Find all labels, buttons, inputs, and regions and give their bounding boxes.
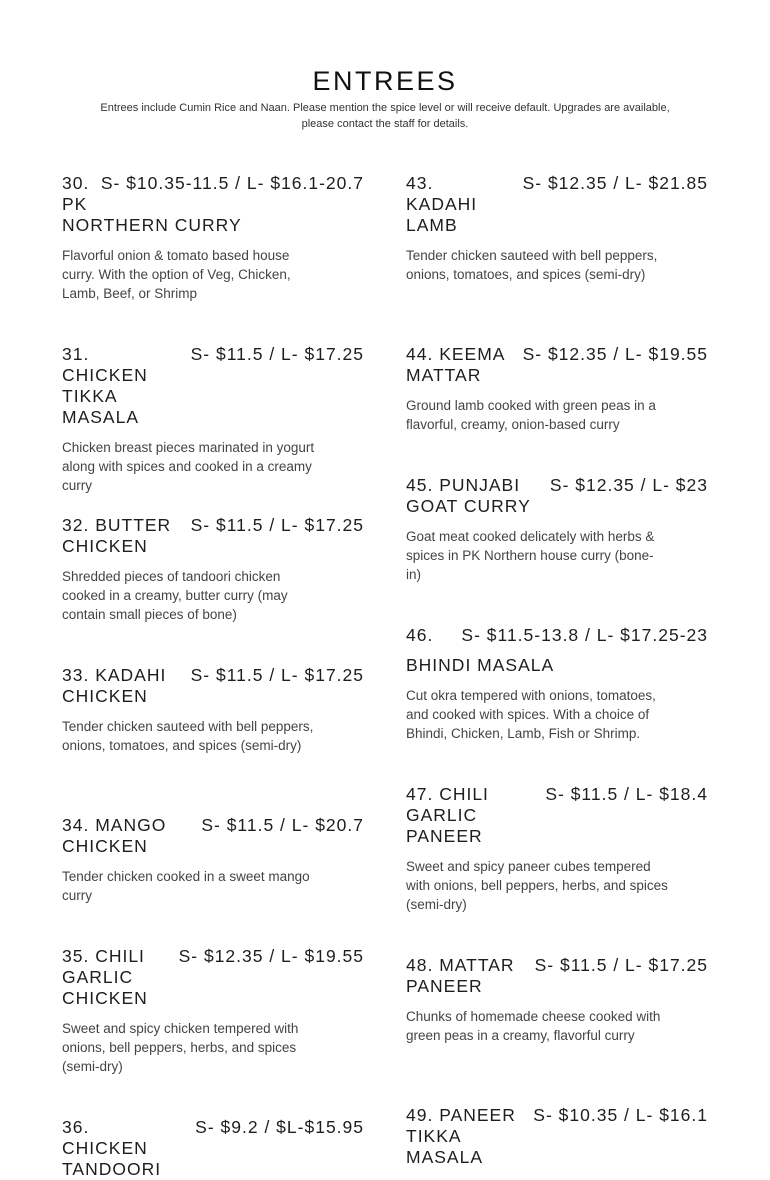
menu-item-43 [406,173,708,284]
item-header [406,173,708,236]
item-name: 36. CHICKEN TANDOORI [62,1117,162,1179]
item-header [406,1105,708,1168]
item-name: 43. KADAHI LAMB [406,173,478,235]
item-name: 47. CHILI GARLIC PANEER [406,784,489,846]
item-price: S- $10.35-11.5 / L- $16.1-20.7 [100,173,364,193]
item-header [62,815,364,857]
item-header [62,515,364,557]
item-name: 31. CHICKEN TIKKA MASALA [62,344,148,427]
menu-item-48 [406,955,708,1045]
menu-item-49 [406,1105,708,1168]
item-price: S- $12.35 / L- $23 [549,475,708,495]
item-description: Goat meat cooked delicately with herbs & spices in PK Northern house curry (bone-in) [406,529,655,582]
item-description: Cut okra tempered with onions, tomatoes, and cooked with spices. With a choice of Bhindi, Chicken, Lamb, Fish or Shrimp. [406,688,656,741]
item-header [406,784,708,847]
subtitle-line-2: please contact the staff for details. [301,118,469,130]
menu-item-32 [62,515,364,624]
page-title: ENTREES [312,66,458,96]
item-price: S- $11.5 / L- $18.4 [545,784,708,804]
item-number: 46. [406,625,434,645]
item-price: S- $11.5 / L- $17.25 [190,665,364,685]
item-price: S- $12.35 / L- $21.85 [522,173,708,193]
page-subtitle [66,100,704,132]
menu-item-34 [62,815,364,905]
subtitle-line-1: Entrees include Cumin Rice and Naan. Please mention the spice level or will receive default. Upgrades are available, [100,102,670,114]
item-header [62,665,364,707]
item-header [62,946,364,1009]
item-description: Sweet and spicy paneer cubes tempered with onions, bell peppers, herbs, and spices (semi-dry) [406,859,668,912]
menu-item-47 [406,784,708,914]
menu-item-45 [406,475,708,584]
item-description: Tender chicken sauteed with bell peppers, onions, tomatoes, and spices (semi-dry) [406,248,658,282]
item-description: Tender chicken sauteed with bell peppers, onions, tomatoes, and spices (semi-dry) [62,719,314,753]
item-description: Flavorful onion & tomato based house curry. With the option of Veg, Chicken, Lamb, Beef, or Shrimp [62,248,291,301]
menu-item-33 [62,665,364,755]
item-name: 48. MATTAR PANEER [406,955,515,996]
menu-item-36 [62,1117,364,1180]
item-name: 34. MANGO CHICKEN [62,815,167,856]
item-header [62,1117,364,1180]
item-price: S- $11.5 / L- $20.7 [201,815,364,835]
item-description: Shredded pieces of tandoori chicken cooked in a creamy, butter curry (may contain small pieces of bone) [62,569,288,622]
item-name: 44. KEEMA MATTAR [406,344,505,385]
item-name: 49. PANEER TIKKA MASALA [406,1105,516,1167]
item-price: S- $11.5 / L- $17.25 [190,515,364,535]
item-header [406,344,708,386]
item-header [406,625,708,676]
item-price: S- $12.35 / L- $19.55 [178,946,364,966]
item-header [406,475,708,517]
item-name-line-2: NORTHERN CURRY [62,215,242,235]
menu-item-35 [62,946,364,1076]
menu-item-30 [62,173,364,303]
item-price: S- $9.2 / $L-$15.95 [195,1117,364,1137]
menu-item-31 [62,344,364,495]
item-name: BHINDI MASALA [406,655,555,675]
item-price: S- $11.5 / L- $17.25 [190,344,364,364]
item-price: S- $11.5-13.8 / L- $17.25-23 [461,625,708,645]
item-number: 30. [62,173,90,193]
item-name: PK [62,194,88,214]
item-description: Ground lamb cooked with green peas in a flavorful, creamy, onion-based curry [406,398,656,432]
item-name: 35. CHILI GARLIC CHICKEN [62,946,148,1008]
item-header [62,173,364,236]
menu-item-44 [406,344,708,434]
item-description: Tender chicken cooked in a sweet mango curry [62,869,310,903]
item-header [406,955,708,997]
menu-item-46 [406,625,708,743]
item-description: Sweet and spicy chicken tempered with onions, bell peppers, herbs, and spices (semi-dry) [62,1021,299,1074]
item-price: S- $11.5 / L- $17.25 [534,955,708,975]
item-name: 33. KADAHI CHICKEN [62,665,167,706]
item-description: Chicken breast pieces marinated in yogurt along with spices and cooked in a creamy curry [62,440,315,493]
item-price: S- $12.35 / L- $19.55 [522,344,708,364]
item-description: Chunks of homemade cheese cooked with green peas in a creamy, flavorful curry [406,1009,661,1043]
item-name: 45. PUNJABI GOAT CURRY [406,475,531,516]
item-name: 32. BUTTER CHICKEN [62,515,172,556]
item-price: S- $10.35 / L- $16.1 [533,1105,708,1125]
item-header [62,344,364,428]
